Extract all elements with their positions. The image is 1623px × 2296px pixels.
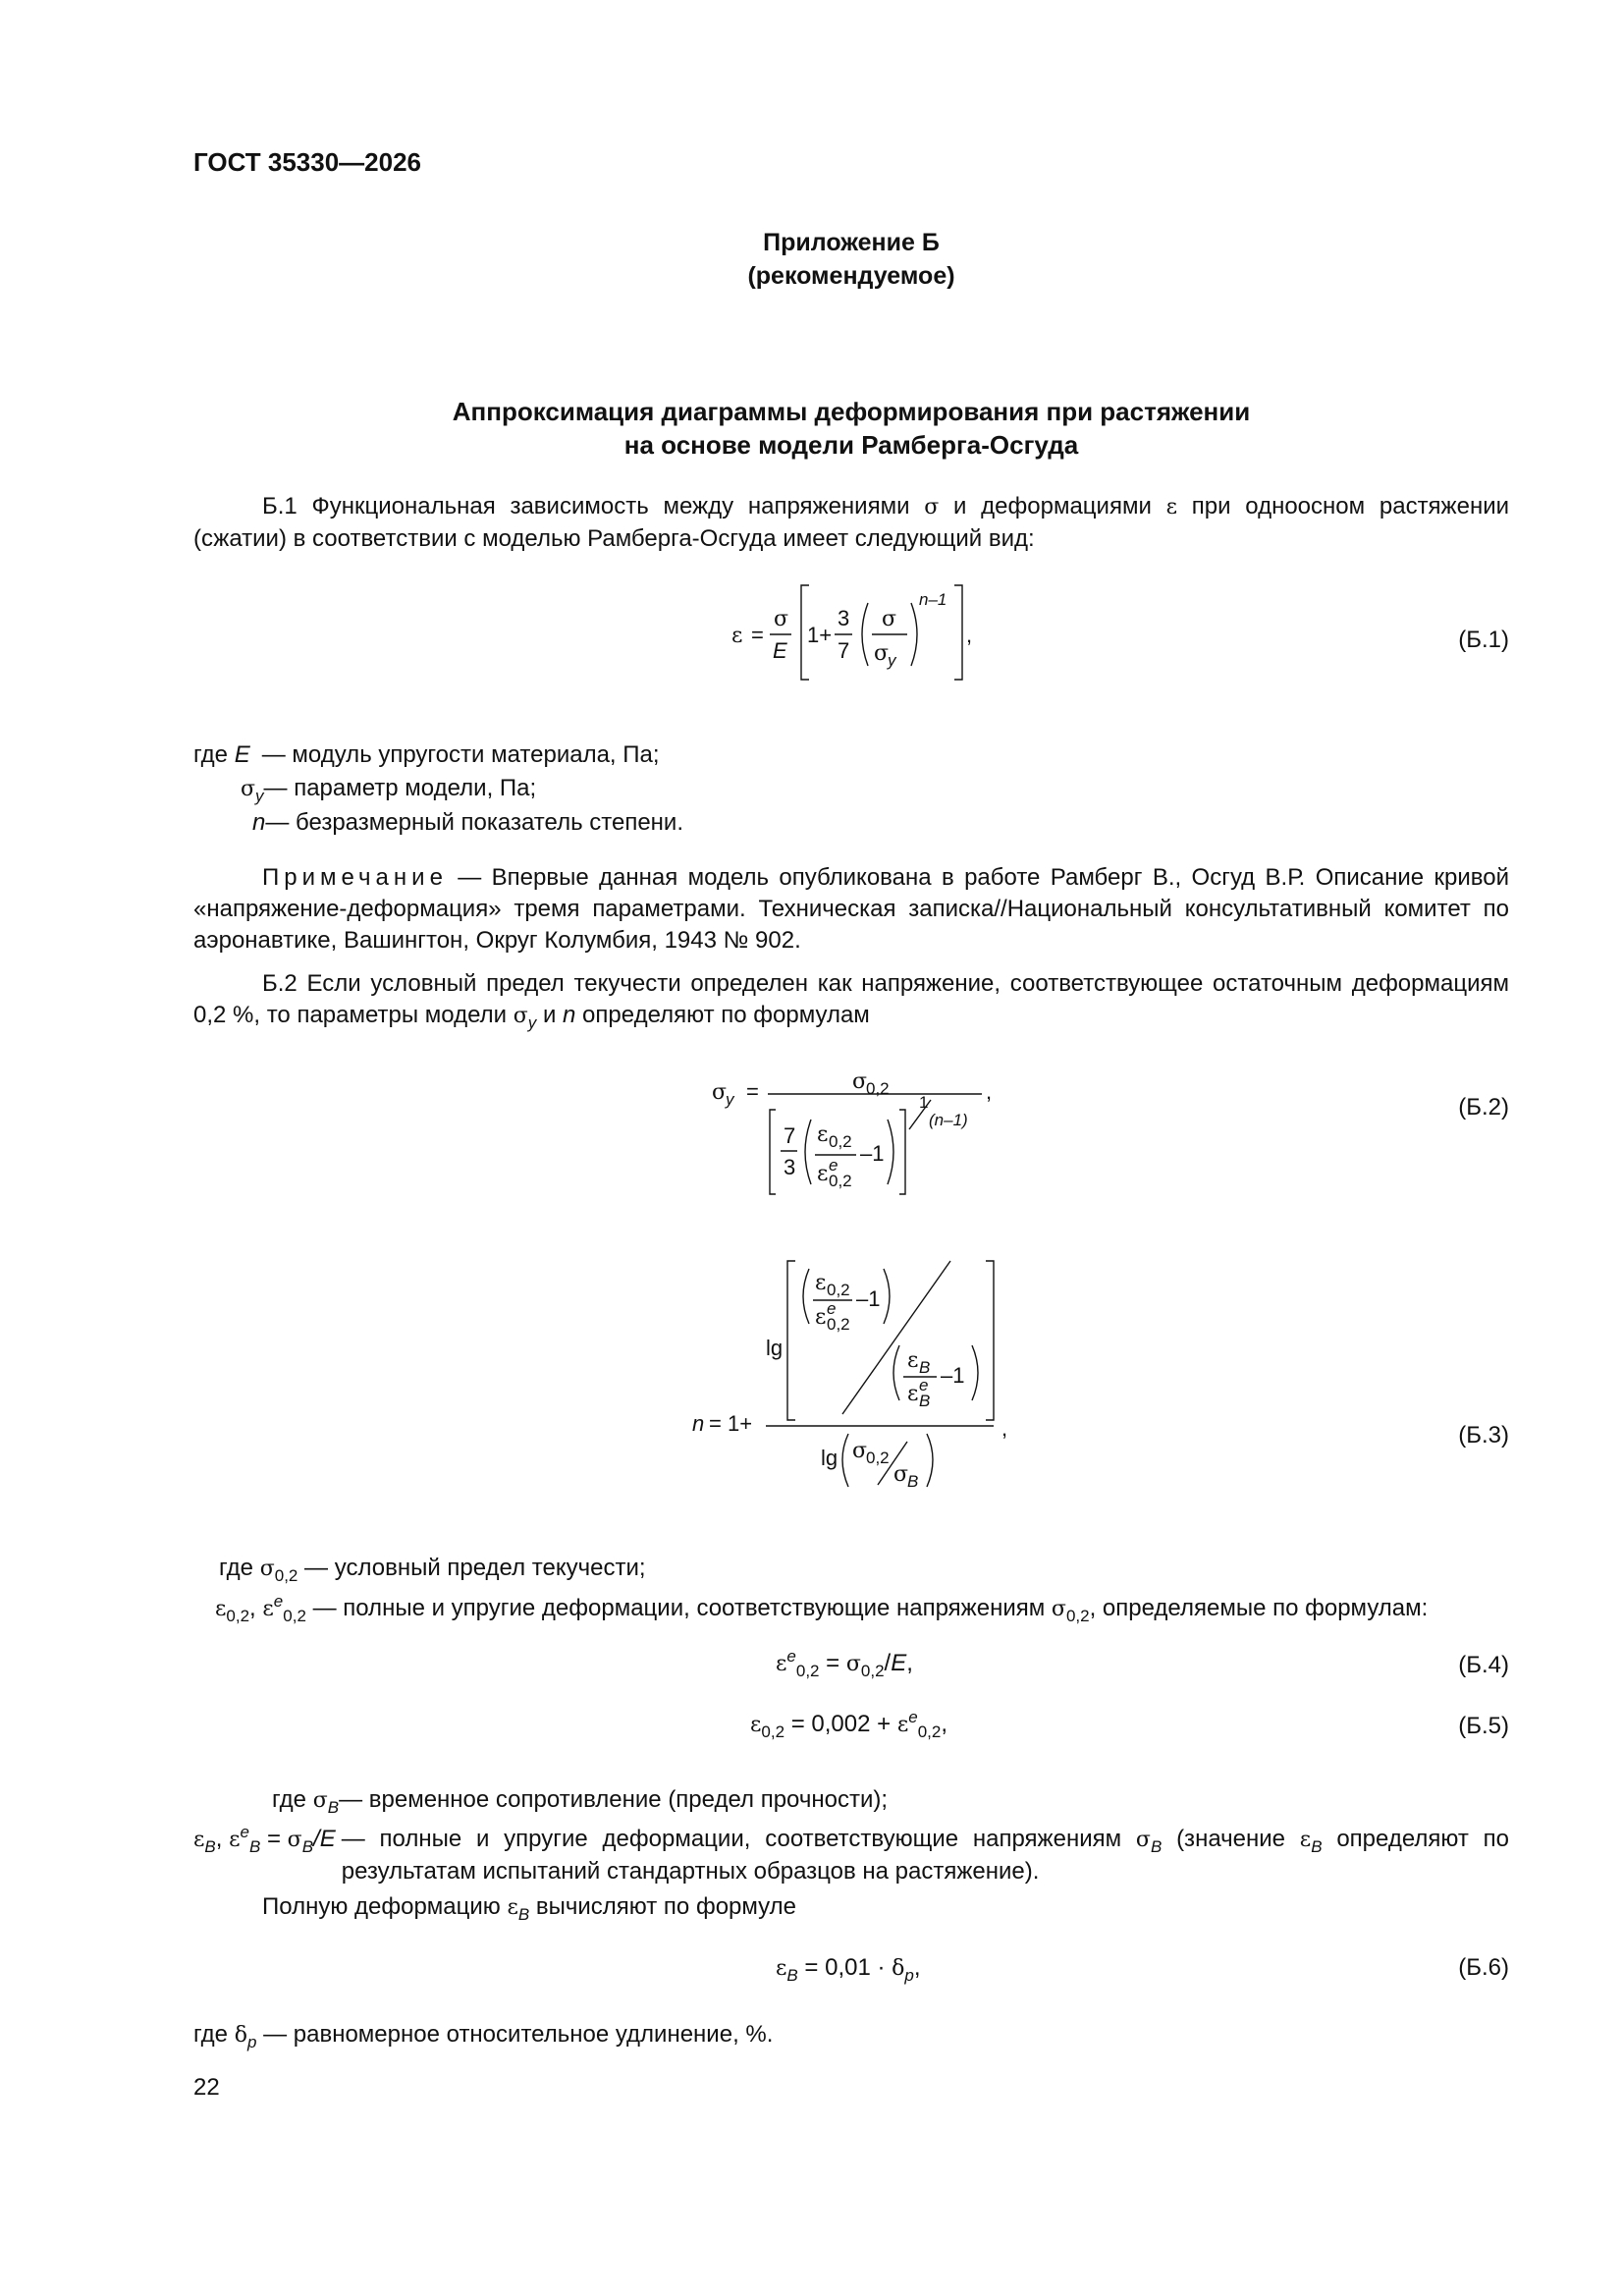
where3-sigmaB-2: σ <box>287 1828 302 1852</box>
where4-desc: — равномерное относительное удлинение, %. <box>256 2021 774 2048</box>
eq4-sigma: σ <box>845 1652 861 1676</box>
page-number: 22 <box>193 2074 220 2101</box>
where1-E: E <box>234 741 250 768</box>
where2-epse-sup: e <box>273 1592 284 1611</box>
where2-eps-sub: 0,2 <box>226 1606 250 1625</box>
eq6-comma: , <box>913 1954 921 1981</box>
where1-prefix: где <box>193 741 235 768</box>
eq3-rparen-2 <box>972 1345 978 1400</box>
p2-sigma: σ <box>513 1004 528 1028</box>
eq3-lparen-3 <box>842 1434 848 1487</box>
where-block-4 <box>193 2021 773 2049</box>
eq3-lg-top: lg <box>766 1336 784 1360</box>
paragraph-full-deformation <box>193 1891 1509 1924</box>
eq3-rparen-3 <box>927 1434 933 1487</box>
where3-sigmaB-desc: — временное сопротивление (предел прочности); <box>339 1786 889 1813</box>
p1-text-3: при одноосном растяжении (сжатии) в соответствии с моделью Рамберга-Осгуда имеет следующий вид: <box>193 493 1510 552</box>
where3-epsB: ε <box>193 1828 205 1852</box>
eq3-e-sup-1: e <box>827 1299 837 1318</box>
eq4-comma: , <box>906 1650 913 1676</box>
p2-text-2: и <box>536 1002 564 1028</box>
equation-number-b3: (Б.3) <box>1458 1422 1509 1449</box>
eq3-rparen-1 <box>884 1269 890 1324</box>
eq3-lparen-2 <box>893 1345 899 1400</box>
paragraph-b2 <box>193 968 1509 1032</box>
where2-sigma-desc: — условный предел текучести; <box>298 1555 646 1581</box>
eq2-sigma02-sub: 0,2 <box>866 1079 890 1098</box>
where-block-2 <box>193 1552 1509 1626</box>
eq2-sigma02: σ <box>852 1069 868 1094</box>
eq3-e-sup-2: e <box>919 1376 929 1394</box>
where-block-1 <box>193 738 683 840</box>
eq5-middle: = 0,002 + <box>784 1711 897 1737</box>
eq2-equals: = <box>746 1079 759 1104</box>
epsilon-symbol: ε <box>1165 495 1178 519</box>
where3-epseB-sub: B <box>248 1836 261 1856</box>
eq2-exp-num: 1 <box>919 1093 929 1112</box>
eq1-seven: 7 <box>838 638 850 663</box>
equation-b5 <box>750 1708 947 1741</box>
where4-prefix: где <box>193 2021 235 2048</box>
where3-prefix: где <box>272 1786 313 1813</box>
eq2-left-bracket <box>770 1110 776 1194</box>
eq2-sigma: σ <box>712 1080 728 1105</box>
eq5-comma: , <box>941 1711 947 1737</box>
eq3-left-bracket <box>787 1261 795 1420</box>
where2-eps-desc-2: , определяемые по формулам: <box>1089 1595 1429 1621</box>
eq1-sigma-num: σ <box>882 607 897 631</box>
where3-row-1 <box>193 1783 1509 1818</box>
where2-epse: ε <box>262 1597 274 1621</box>
where2-sep: , <box>249 1595 263 1621</box>
where1-row-1 <box>193 738 683 772</box>
eq1-E: E <box>773 638 787 663</box>
eq5-e-sup: e <box>908 1708 918 1726</box>
where1-n-desc: — безразмерный показатель степени. <box>265 809 683 836</box>
paragraph-b1 <box>193 491 1509 555</box>
eq1-left-paren <box>862 603 868 666</box>
note-paragraph <box>193 862 1509 957</box>
equation-b4 <box>776 1647 913 1680</box>
eq1-right-bracket <box>954 585 962 680</box>
where3-sigmaB: σ <box>312 1788 328 1813</box>
eq1-equals: = <box>751 623 764 647</box>
eq1-y-sub: y <box>888 651 896 670</box>
eq2-three: 3 <box>784 1155 796 1179</box>
eq3-sigmaB-sub: B <box>907 1472 919 1491</box>
eq3-eps02: ε <box>815 1271 827 1295</box>
eq3-n: n <box>692 1411 705 1436</box>
equation-b2 <box>707 1065 1001 1202</box>
eq3-epsB: ε <box>907 1348 919 1373</box>
eq6-middle: = 0,01 · <box>797 1954 893 1981</box>
eq1-sigma: σ <box>774 607 789 631</box>
eq2-eps02-sub: 0,2 <box>829 1132 852 1151</box>
eq2-seven: 7 <box>784 1123 796 1148</box>
eq6-epsB-sub: B <box>786 1965 798 1985</box>
eq3-sigma02-sub: 0,2 <box>866 1449 890 1467</box>
where3-epsB-sub: B <box>204 1836 216 1856</box>
where1-row-3 <box>193 806 683 840</box>
eq5-eps: ε <box>750 1713 762 1737</box>
appendix-title: Приложение Б <box>763 229 940 256</box>
where3-sigmaB-3: σ <box>1135 1828 1151 1852</box>
where2-row-1 <box>193 1552 1509 1586</box>
eq4-slash: / <box>884 1650 892 1676</box>
where2-sigma-2-sub: 0,2 <box>1065 1606 1090 1625</box>
where2-eps-desc: — полные и упругие деформации, соответствующие напряжениям <box>305 1595 1052 1621</box>
note-text: — Впервые данная модель опубликована в работе Рамберг В., Осгуд В.Р. Описание кривой «напряжение-деформация» тремя параметрами. Техническая записка//Национальный консультативный комитет по аэронавтике, Вашингтон, Округ Колумбия, 1943 № 902. <box>193 864 1509 954</box>
eq4-equals: = <box>819 1650 846 1676</box>
where1-E-desc: — модуль упругости материала, Па; <box>261 741 660 768</box>
where3-epseB-sup: e <box>240 1823 249 1841</box>
where3-desc-1: — полные и упругие деформации, соответствующие напряжениям <box>341 1826 1136 1852</box>
document-code: ГОСТ 35330—2026 <box>193 147 421 177</box>
where1-sigma-sub: y <box>255 786 264 805</box>
eq4-epse: ε <box>776 1652 787 1676</box>
eq3-sigma02: σ <box>852 1439 868 1463</box>
eq2-y-sub: y <box>726 1090 734 1109</box>
eq3-epse02: ε <box>815 1305 827 1330</box>
eq2-epse: ε <box>817 1162 829 1186</box>
section-title <box>193 395 1509 462</box>
appendix-status: (рекомендуемое) <box>747 262 955 290</box>
eq3-equals-one-plus: = 1+ <box>709 1411 753 1436</box>
eq1-three: 3 <box>838 606 850 630</box>
where3-sigmaB-3-sub: B <box>1150 1836 1163 1856</box>
eq5-epse-sub: 0,2 <box>917 1722 942 1741</box>
eq2-left-paren <box>805 1120 811 1184</box>
where-block-3 <box>193 1783 1509 1887</box>
eq3-epseB: ε <box>907 1382 919 1406</box>
eq1-sigma-y: σ <box>874 641 890 666</box>
eq1-comma: , <box>966 623 973 647</box>
eq6-epsB: ε <box>776 1956 787 1981</box>
eq2-epse-sub: 0,2 <box>829 1172 852 1190</box>
eq2-right-bracket <box>899 1110 905 1194</box>
p2-text-1: Б.2 Если условный предел текучести определен как напряжение, соответствующее остаточным деформациям 0,2 %, то параметры модели <box>193 970 1509 1028</box>
p3-text: Полную деформацию <box>262 1893 508 1920</box>
eq3-lparen-1 <box>803 1269 809 1324</box>
eq2-exp-den: (n–1) <box>929 1111 968 1129</box>
eq3-epsB-sub: B <box>919 1358 931 1377</box>
eq5-eps-sub: 0,2 <box>761 1722 785 1741</box>
p3-epsB-sub: B <box>517 1904 530 1924</box>
where3-sep: , <box>215 1826 230 1852</box>
eq6-delta-sub: p <box>904 1965 914 1985</box>
where2-epse-sub: 0,2 <box>283 1606 306 1625</box>
where3-sigmaB-sub: B <box>327 1797 340 1817</box>
equation-b6 <box>776 1954 921 1985</box>
note-label: Примечание <box>262 864 448 891</box>
section-title-line1: Аппроксимация диаграммы деформирования при растяжении <box>452 397 1251 426</box>
where2-sigma: σ <box>259 1557 275 1581</box>
equation-number-b4: (Б.4) <box>1458 1652 1509 1678</box>
eq3-minus-one-1: –1 <box>856 1286 881 1311</box>
p1-text-1: Б.1 Функциональная зависимость между напряжениями <box>262 493 925 519</box>
equation-number-b6: (Б.6) <box>1458 1954 1509 1981</box>
p2-sigma-sub: y <box>527 1012 537 1032</box>
equation-number-b5: (Б.5) <box>1458 1713 1509 1739</box>
where3-desc-2: (значение <box>1162 1826 1300 1852</box>
eq2-eps02: ε <box>817 1122 829 1147</box>
eq4-sigma-sub: 0,2 <box>860 1661 885 1680</box>
p2-n: n <box>563 1002 576 1028</box>
p3-tail: вычисляют по формуле <box>529 1893 796 1920</box>
where2-prefix: где <box>219 1555 260 1581</box>
where3-equals: = <box>260 1826 288 1852</box>
eq3-eps02-sub: 0,2 <box>827 1281 850 1299</box>
eq3-sigmaB: σ <box>893 1462 909 1487</box>
where4-delta: δ <box>234 2023 247 2048</box>
where2-sigma-2: σ <box>1051 1597 1066 1621</box>
where3-epsB-2-sub: B <box>1311 1836 1323 1856</box>
p2-text-3: определяют по формулам <box>575 1002 870 1028</box>
where3-row-2 <box>193 1824 1509 1887</box>
eq1-right-paren <box>911 603 917 666</box>
eq4-epse-sub: 0,2 <box>795 1661 820 1680</box>
eq2-e-sup: e <box>829 1156 839 1175</box>
where3-desc-3: определяют по результатам испытаний стандартных образцов на растяжение). <box>341 1826 1509 1885</box>
eq3-epse02-sub: 0,2 <box>827 1315 850 1334</box>
eq3-right-bracket <box>986 1261 994 1420</box>
p3-epsB: ε <box>507 1895 518 1920</box>
where2-eps: ε <box>215 1597 227 1621</box>
where4-delta-sub: p <box>246 2032 257 2051</box>
where2-sigma-sub: 0,2 <box>274 1565 298 1585</box>
eq3-comma: , <box>1001 1416 1008 1441</box>
eq2-minus-one: –1 <box>860 1141 885 1166</box>
where3-sigmaB-2-sub: B <box>301 1836 314 1856</box>
where3-E: /E <box>313 1826 336 1852</box>
eq5-epse: ε <box>896 1713 909 1737</box>
eq4-E: E <box>891 1650 907 1676</box>
where1-sigma-desc: — параметр модели, Па; <box>263 775 537 801</box>
where3-epsB-2: ε <box>1299 1828 1312 1852</box>
eq2-right-paren <box>888 1120 893 1184</box>
equation-number-b2: (Б.2) <box>1458 1094 1509 1121</box>
where1-sigma: σ <box>241 777 256 801</box>
where3-row-2-desc <box>342 1824 1509 1887</box>
eq2-comma: , <box>986 1079 993 1104</box>
sigma-symbol: σ <box>924 495 940 519</box>
where1-n: n <box>252 809 266 836</box>
where1-row-2 <box>193 772 683 806</box>
eq1-exponent: n–1 <box>919 590 947 609</box>
eq4-e-sup: e <box>786 1647 796 1666</box>
equation-number-b1: (Б.1) <box>1458 627 1509 653</box>
eq1-epsilon: ε <box>731 624 743 648</box>
equation-b3 <box>687 1257 1021 1493</box>
section-title-line2: на основе модели Рамберга-Осгуда <box>623 430 1079 460</box>
where2-row-2 <box>193 1592 1509 1626</box>
equation-b1 <box>727 581 982 689</box>
where3-epseB: ε <box>229 1828 241 1852</box>
eq3-epseB-sub: B <box>919 1392 931 1410</box>
eq6-delta: δ <box>892 1956 905 1981</box>
p1-text-2: и деформациями <box>939 493 1166 519</box>
appendix-heading <box>193 226 1509 293</box>
eq3-lg-bottom: lg <box>821 1446 839 1470</box>
eq3-minus-one-2: –1 <box>941 1363 965 1388</box>
where3-row-2-label <box>193 1824 342 1887</box>
eq1-one-plus: 1+ <box>807 623 833 647</box>
